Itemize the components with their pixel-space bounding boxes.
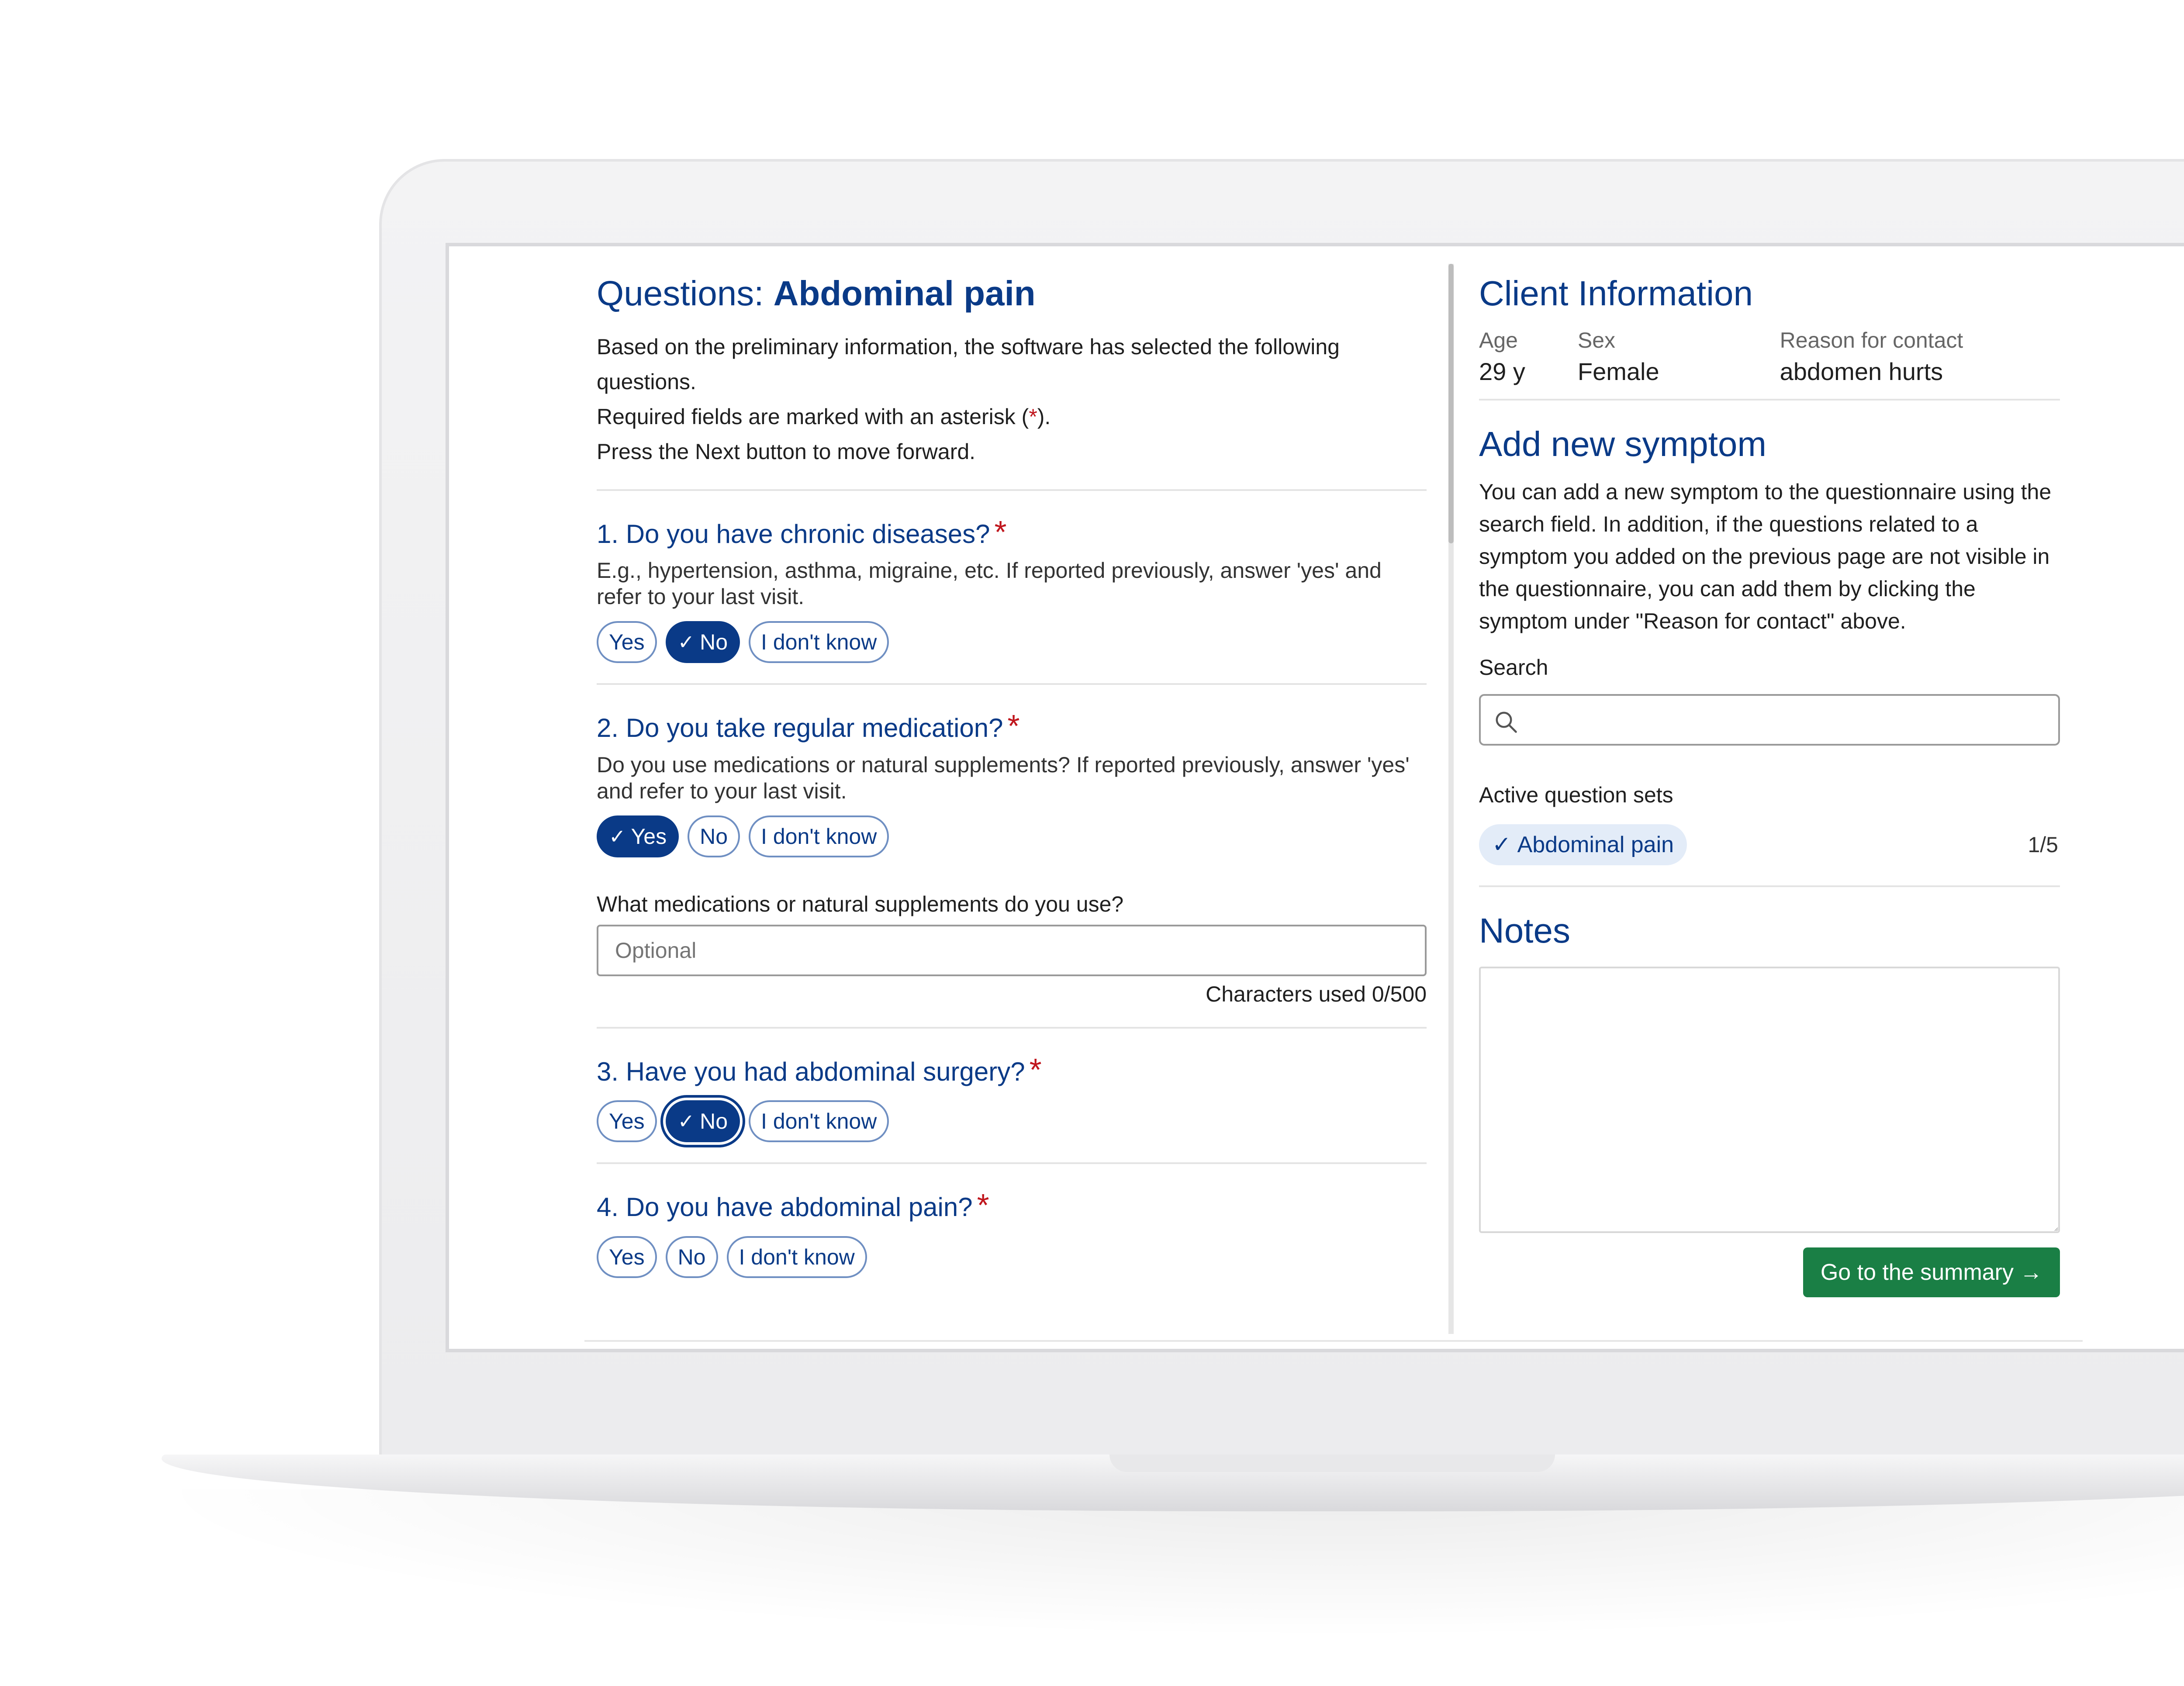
search-field[interactable] [1479, 694, 2060, 746]
chip-label: Abdominal pain [1517, 832, 1674, 857]
answer-yes-button[interactable] [597, 1100, 657, 1142]
client-info [1479, 328, 2060, 386]
action-row [1479, 1247, 2060, 1297]
question-title [597, 708, 1427, 745]
answer-options [597, 1236, 1427, 1278]
active-sets-row [1479, 824, 2060, 865]
client-reason [1780, 328, 1963, 386]
check-icon: ✓ [1492, 832, 1511, 857]
page-title [597, 273, 1427, 314]
search-label: Search [1479, 655, 1548, 680]
divider [597, 489, 1427, 491]
medication-field-label: What medications or natural supplements do you use? [597, 891, 1124, 916]
laptop-shadow [140, 1489, 2184, 1638]
question-title [597, 514, 1427, 551]
questions-panel [597, 273, 1427, 1278]
required-asterisk: * [1007, 709, 1020, 744]
question-text: 3. Have you had abdominal surgery? [597, 1057, 1025, 1086]
answer-no-button[interactable] [688, 815, 740, 857]
answer-options [597, 815, 1427, 857]
required-note-end: ). [1037, 404, 1051, 429]
title-prefix: Questions: [597, 274, 774, 313]
divider [597, 683, 1427, 685]
client-age [1479, 328, 1525, 386]
option-label: I don't know [739, 1244, 855, 1269]
divider [1479, 399, 2060, 401]
sex-label: Sex [1577, 328, 1616, 352]
answer-dont-know-button[interactable] [727, 1236, 867, 1278]
required-note-text: Required fields are marked with an asterisk ( [597, 404, 1029, 429]
add-symptom-title: Add new symptom [1479, 425, 1767, 463]
intro-line: questions. [597, 370, 696, 394]
add-symptom-description: You can add a new symptom to the questionnaire using the search field. In addition, if the questions related to a symptom you added on the previous page are not visible in the questionnaire, you can add them by clicking the symptom under "Reason for contact" above. [1479, 480, 2052, 633]
character-counter: Characters used 0/500 [1206, 981, 1427, 1006]
required-asterisk: * [977, 1188, 989, 1223]
required-asterisk: * [1029, 1052, 1042, 1088]
question-2 [597, 708, 1427, 1006]
scrollbar-thumb[interactable] [1448, 264, 1454, 543]
answer-dont-know-button[interactable] [749, 1100, 889, 1142]
footer-divider [584, 1340, 2083, 1342]
button-label: Go to the summary [1820, 1260, 2014, 1285]
answer-no-button[interactable] [666, 1100, 740, 1142]
answer-yes-button[interactable] [597, 815, 679, 857]
arrow-right-icon: → [2020, 1260, 2042, 1285]
client-sex [1578, 328, 1659, 386]
question-help: E.g., hypertension, asthma, migraine, etc. If reported previously, answer 'yes' and refer to your last visit. [597, 558, 1382, 609]
active-set-chip[interactable] [1479, 824, 1687, 865]
question-3 [597, 1051, 1427, 1142]
option-label: Yes [609, 1109, 645, 1134]
question-help: Do you use medications or natural supplements? If reported previously, answer 'yes' and refer to your last visit. [597, 752, 1410, 803]
search-icon [1493, 709, 1519, 735]
check-icon: ✓ [677, 631, 695, 654]
active-sets-label: Active question sets [1479, 783, 1673, 807]
option-label: I don't know [761, 630, 877, 655]
required-note [597, 399, 1427, 434]
option-label: No [700, 1109, 728, 1134]
option-label: Yes [609, 1244, 645, 1269]
option-label: No [677, 1244, 706, 1269]
question-text: 2. Do you take regular medication? [597, 713, 1003, 743]
answer-yes-button[interactable] [597, 1236, 657, 1278]
medication-input[interactable] [597, 925, 1427, 976]
answer-yes-button[interactable] [597, 621, 657, 663]
option-label: No [700, 824, 728, 849]
question-1 [597, 514, 1427, 663]
answer-dont-know-button[interactable] [749, 621, 889, 663]
divider [597, 1027, 1427, 1029]
side-panel [1479, 273, 2060, 1297]
divider [597, 1162, 1427, 1164]
sex-value: Female [1577, 358, 1659, 385]
active-sets-count: 1/5 [2028, 833, 2058, 857]
option-label: I don't know [761, 824, 877, 849]
intro-line: Based on the preliminary information, the software has selected the following [597, 335, 1340, 359]
age-value: 29 y [1479, 358, 1525, 385]
option-label: Yes [609, 630, 645, 655]
reason-value[interactable]: abdomen hurts [1780, 358, 1943, 385]
questionnaire-app [449, 246, 2184, 1349]
intro-text [597, 329, 1427, 469]
check-icon: ✓ [609, 825, 626, 848]
option-label: No [700, 630, 728, 655]
question-title [597, 1187, 1427, 1224]
answer-dont-know-button[interactable] [749, 815, 889, 857]
title-topic: Abdominal pain [773, 274, 1036, 313]
go-to-summary-button[interactable] [1803, 1247, 2060, 1297]
answer-options [597, 1100, 1427, 1142]
client-info-title: Client Information [1479, 274, 1753, 313]
option-label: I don't know [761, 1109, 877, 1134]
option-label: Yes [631, 824, 667, 849]
age-label: Age [1479, 328, 1518, 352]
laptop-screen [446, 243, 2184, 1352]
check-icon: ✓ [677, 1110, 695, 1133]
answer-no-button[interactable] [666, 1236, 718, 1278]
intro-line: Press the Next button to move forward. [597, 439, 976, 464]
required-asterisk: * [994, 515, 1007, 550]
question-4 [597, 1187, 1427, 1278]
notes-textarea[interactable] [1479, 967, 2060, 1233]
laptop-notch [1109, 1455, 1555, 1472]
answer-options [597, 621, 1427, 663]
divider [1479, 885, 2060, 887]
required-note-star: * [1029, 404, 1037, 429]
reason-label: Reason for contact [1780, 328, 1963, 352]
question-text: 4. Do you have abdominal pain? [597, 1192, 973, 1222]
question-text: 1. Do you have chronic diseases? [597, 519, 990, 549]
notes-title: Notes [1479, 911, 1570, 950]
question-title [597, 1051, 1427, 1089]
answer-no-button[interactable] [666, 621, 740, 663]
